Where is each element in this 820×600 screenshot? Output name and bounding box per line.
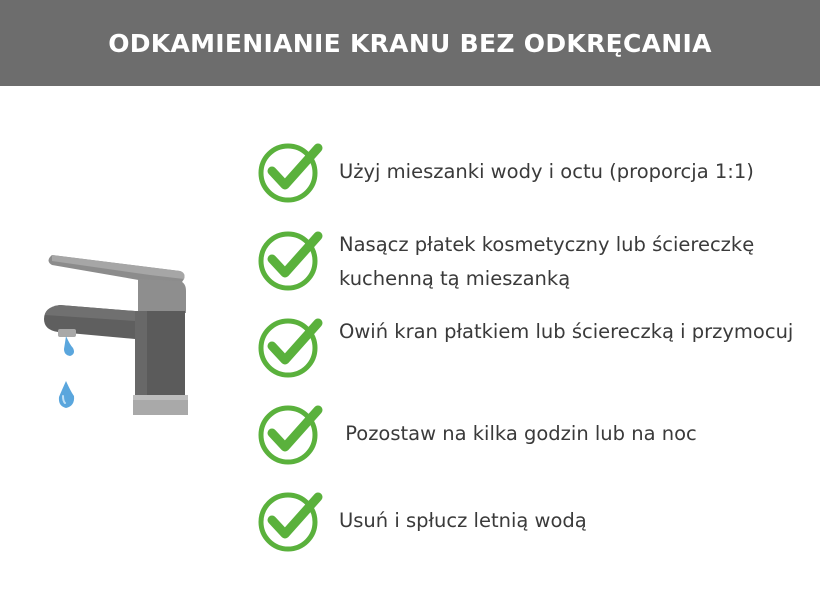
step-text: Owiń kran płatkiem lub ściereczką i przymocuj <box>339 320 794 343</box>
check-icon <box>258 228 324 294</box>
check-icon <box>258 140 324 206</box>
step-item <box>258 489 808 559</box>
step-item <box>258 228 808 298</box>
header-banner <box>0 0 820 86</box>
check-icon <box>258 402 324 468</box>
check-icon <box>258 489 324 555</box>
page-title: ODKAMIENIANIE KRANU BEZ ODKRĘCANIA <box>108 28 712 58</box>
step-text: Nasącz płatek kosmetyczny lub ściereczkę kuchenną tą mieszanką <box>339 233 755 290</box>
faucet-icon <box>30 235 200 425</box>
step-text: Pozostaw na kilka godzin lub na noc <box>339 422 697 445</box>
step-item <box>258 315 808 385</box>
step-item <box>258 140 808 210</box>
step-text: Usuń i spłucz letnią wodą <box>339 509 587 532</box>
step-text: Użyj mieszanki wody i octu (proporcja 1:1) <box>339 160 754 183</box>
step-item <box>258 402 808 472</box>
check-icon <box>258 315 324 381</box>
